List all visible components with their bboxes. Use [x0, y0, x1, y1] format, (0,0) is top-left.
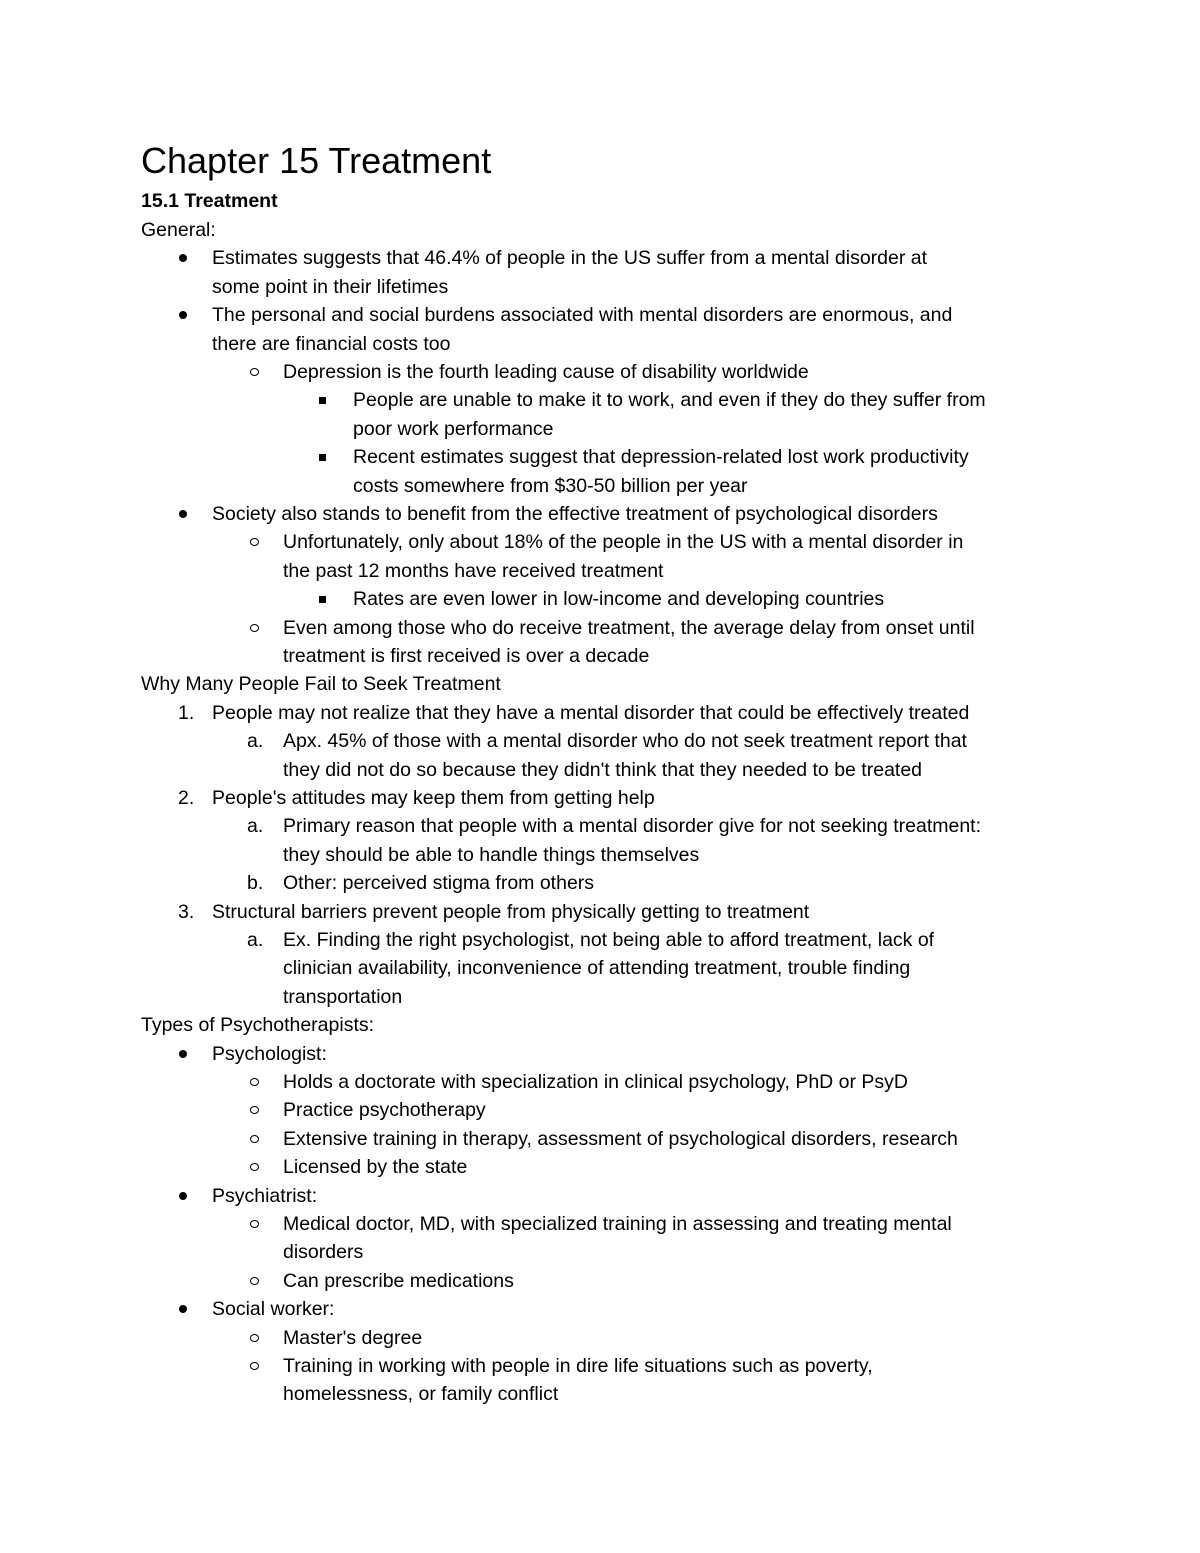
bullet-circle-icon — [250, 1078, 259, 1086]
bullet-circle-icon — [250, 1135, 259, 1143]
list-item: Licensed by the state — [283, 1156, 468, 1179]
bullet-dot-icon — [179, 311, 187, 319]
list-item: there are financial costs too — [212, 332, 451, 355]
list-item: Even among those who do receive treatment, the average delay from onset until — [283, 616, 975, 639]
list-item: Practice psychotherapy — [283, 1099, 486, 1122]
list-marker: a. — [247, 730, 264, 753]
list-item: People's attitudes may keep them from getting help — [212, 787, 655, 809]
list-item: Recent estimates suggest that depression-related lost work productivity — [353, 446, 969, 469]
list-item: Master's degree — [283, 1326, 423, 1349]
bullet-square-icon — [319, 596, 326, 603]
list-item: homelessness, or family conflict — [283, 1383, 559, 1406]
bullet-dot-icon — [179, 510, 187, 518]
bullet-circle-icon — [250, 1220, 259, 1228]
bullet-square-icon — [319, 397, 326, 404]
list-item: The personal and social burdens associated with mental disorders are enormous, and — [212, 304, 953, 327]
list-item: Extensive training in therapy, assessment of psychological disorders, research — [283, 1127, 958, 1150]
bullet-circle-icon — [250, 368, 259, 376]
list-marker: b. — [247, 872, 264, 895]
list-item: Other: perceived stigma from others — [283, 872, 595, 895]
bullet-circle-icon — [250, 1334, 259, 1342]
bullet-dot-icon — [179, 1050, 187, 1058]
section-heading: 15.1 Treatment — [141, 190, 278, 212]
list-item: Medical doctor, MD, with specialized training in assessing and treating mental — [283, 1213, 952, 1235]
list-item: the past 12 months have received treatment — [283, 559, 664, 582]
bullet-circle-icon — [250, 538, 259, 546]
bullet-circle-icon — [250, 624, 259, 632]
list-item: Estimates suggests that 46.4% of people in the US suffer from a mental disorder at — [212, 247, 928, 270]
list-item: poor work performance — [353, 417, 554, 440]
list-marker: 3. — [178, 900, 195, 923]
types-heading: Types of Psychotherapists: — [141, 1014, 375, 1037]
list-item: Structural barriers prevent people from physically getting to treatment — [212, 900, 810, 923]
list-item: Psychiatrist: — [212, 1184, 318, 1207]
list-item: they should be able to handle things themselves — [283, 843, 700, 866]
list-item: Ex. Finding the right psychologist, not being able to afford treatment, lack of — [283, 929, 935, 951]
list-item: transportation — [283, 985, 403, 1008]
list-item: treatment is first received is over a decade — [283, 645, 650, 667]
list-item: clinician availability, inconvenience of attending treatment, trouble finding — [283, 957, 911, 980]
list-item: costs somewhere from $30-50 billion per year — [353, 474, 748, 497]
list-item: Rates are even lower in low-income and developing countries — [353, 588, 885, 611]
list-item: Psychologist: — [212, 1042, 327, 1065]
list-item: Apx. 45% of those with a mental disorder who do not seek treatment report that — [283, 730, 967, 753]
list-item: Society also stands to benefit from the effective treatment of psychological disorders — [212, 503, 938, 525]
bullet-dot-icon — [179, 1305, 187, 1313]
list-item: Depression is the fourth leading cause of disability worldwide — [283, 361, 809, 383]
why-heading: Why Many People Fail to Seek Treatment — [141, 673, 501, 696]
list-item: Holds a doctorate with specialization in clinical psychology, PhD or PsyD — [283, 1071, 909, 1093]
list-item: disorders — [283, 1241, 364, 1264]
list-item: they did not do so because they didn't think that they needed to be treated — [283, 758, 923, 781]
general-heading: General: — [141, 219, 216, 241]
list-item: Social worker: — [212, 1298, 335, 1321]
list-marker: a. — [247, 929, 264, 951]
list-item: Can prescribe medications — [283, 1269, 514, 1292]
bullet-dot-icon — [179, 254, 187, 262]
bullet-circle-icon — [250, 1277, 259, 1285]
list-marker: 2. — [178, 787, 195, 809]
bullet-square-icon — [319, 454, 326, 461]
bullet-circle-icon — [250, 1362, 259, 1370]
list-item: Training in working with people in dire life situations such as poverty, — [283, 1355, 873, 1377]
list-item: People are unable to make it to work, and even if they do they suffer from — [353, 389, 986, 412]
list-item: Unfortunately, only about 18% of the people in the US with a mental disorder in — [283, 531, 964, 554]
page-title: Chapter 15 Treatment — [141, 140, 492, 181]
list-item: People may not realize that they have a mental disorder that could be effectively treated — [212, 701, 970, 724]
bullet-dot-icon — [179, 1192, 187, 1200]
list-item: Primary reason that people with a mental disorder give for not seeking treatment: — [283, 815, 982, 838]
list-item: some point in their lifetimes — [212, 275, 449, 298]
bullet-circle-icon — [250, 1106, 259, 1114]
list-marker: 1. — [178, 701, 195, 724]
bullet-circle-icon — [250, 1163, 259, 1171]
list-marker: a. — [247, 815, 264, 838]
